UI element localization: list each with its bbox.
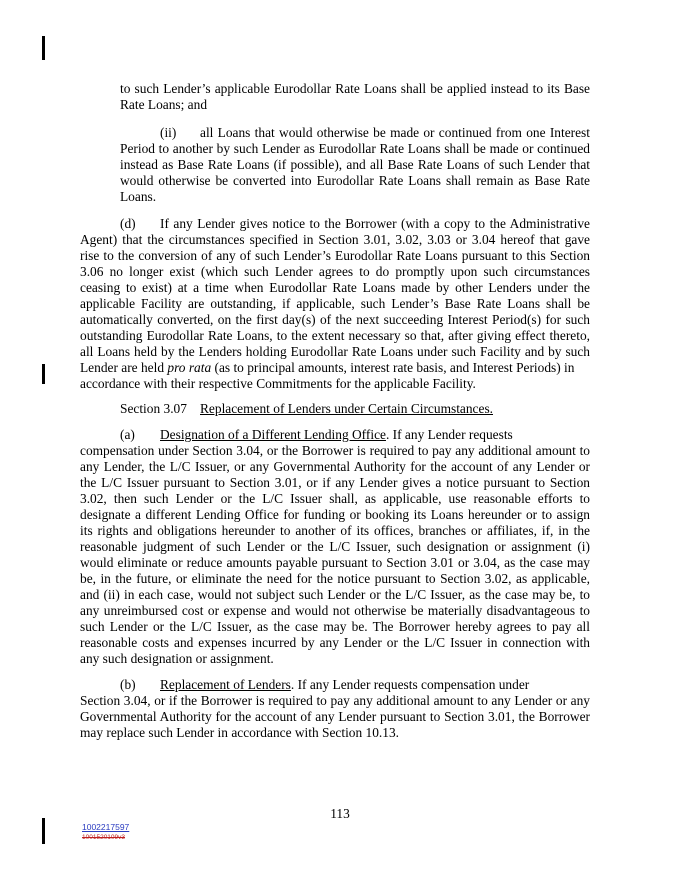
text-line: If any Lender gives notice to the Borrower (with a copy to the Administrative <box>160 216 590 231</box>
text-line: Loans. <box>120 189 157 204</box>
italic-term: pro rata <box>167 360 212 375</box>
section-title: Replacement of Lenders under Certain Circumstances. <box>200 401 493 416</box>
text-line <box>80 360 590 376</box>
text-run: . If any Lender requests compensation under <box>290 677 530 692</box>
document-id: 1002217597 <box>82 822 130 832</box>
text-line: automatically converted, on the first day(s) of the next succeeding Interest Period(s) for such <box>80 312 590 327</box>
revision-bar <box>42 36 45 60</box>
text-line: any unreimbursed cost or expense and would not otherwise be materially disadvantageous to <box>80 603 590 618</box>
text-line: designate a different Lending Office for funding or booking its Loans hereunder or to assign <box>80 507 590 522</box>
page-number: 113 <box>330 806 350 821</box>
text-line: may replace such Lender in accordance with Section 10.13. <box>80 725 400 740</box>
text-line: applicable Facility are outstanding, if applicable, such Lender’s Base Rate Loans shall be <box>80 296 590 311</box>
text-line: all Loans held by the Lenders holding Eurodollar Rate Loans under such Facility and by such <box>80 344 590 359</box>
text-line: the L/C Issuer pursuant to Section 3.01, or if any Lender gives a notice pursuant to Section <box>80 475 590 490</box>
text-line: any Lender, the L/C Issuer, or any Governmental Authority for the account of any Lender or <box>80 459 590 474</box>
clause-heading: Designation of a Different Lending Office <box>160 427 386 442</box>
text-line: instead as Base Rate Loans (if possible), and all Base Rate Loans of such Lender that <box>120 157 590 172</box>
text-line <box>160 427 590 443</box>
text-line: any such designation or assignment. <box>80 651 274 666</box>
text-line: to such Lender’s applicable Eurodollar Rate Loans shall be applied instead to its Base <box>120 81 590 96</box>
text-line <box>160 677 590 693</box>
text-run <box>80 360 574 376</box>
text-line: 3.06 no longer exist (which such Lender agrees to do promptly upon such circumstances <box>80 264 590 279</box>
text-line: Period to another by such Lender as Eurodollar Rate Loans shall be made or continued <box>120 141 590 156</box>
text-line: all Loans that would otherwise be made or continued from one Interest <box>200 125 590 140</box>
clause-label: (b) <box>120 677 136 692</box>
text-line: outstanding Eurodollar Rate Loans, to the extent necessary so that, after giving effect thereto, <box>80 328 590 343</box>
text-line: and (ii) in each case, would not subject such Lender or the L/C Issuer, as the case may be, to <box>80 587 590 602</box>
document-id-deleted: 1001520109v3 <box>82 834 126 841</box>
clause-label: (ii) <box>160 125 177 140</box>
text-line: such Lender or the L/C Issuer, as the case may be. The Borrower hereby agrees to pay all <box>80 619 590 634</box>
revision-bar <box>42 364 45 384</box>
text-line: reasonable judgment of such Lender or the L/C Issuer, such designation or assignment (i) <box>80 539 590 554</box>
text-run: (as to principal amounts, interest rate basis, and Interest Periods) in <box>211 360 575 375</box>
text-line: be, in the future, or eliminate the need for the notice pursuant to Section 3.02, as applicable, <box>80 571 590 586</box>
text-line: Rate Loans; and <box>120 97 208 112</box>
text-line: reasonable costs and expenses incurred by any Lender or the L/C Issuer in connection with <box>80 635 590 650</box>
text-line: 3.02, then such Lender or the L/C Issuer shall, as applicable, use reasonable efforts to <box>80 491 590 506</box>
text-line: Agent) that the circumstances specified in Section 3.01, 3.02, 3.03 or 3.04 hereof that gave <box>80 232 590 247</box>
text-line: would eliminate or reduce amounts payable pursuant to Section 3.01 or 3.04, as the case may <box>80 555 590 570</box>
clause-heading: Replacement of Lenders <box>160 677 291 692</box>
clause-label: (a) <box>120 427 135 442</box>
text-run: . If any Lender requests <box>385 427 513 442</box>
text-line: compensation under Section 3.04, or the Borrower is required to pay any additional amount to <box>80 443 590 458</box>
text-line: its rights and obligations hereunder to another of its offices, branches or affiliates, if, in the <box>80 523 590 538</box>
text-run: Lender are held <box>80 360 168 375</box>
text-line: would otherwise be converted into Eurodollar Rate Loans shall remain as Base Rate <box>120 173 590 188</box>
text-line: rise to the conversion of any of such Lender’s Eurodollar Rate Loans pursuant to this Section <box>80 248 590 263</box>
clause-label: (d) <box>120 216 136 231</box>
text-line: Governmental Authority for the account of any Lender pursuant to Section 3.01, the Borrower <box>80 709 590 724</box>
text-line: ceasing to exist) at a time when Eurodollar Rate Loans made by other Lenders under the <box>80 280 590 295</box>
text-line: accordance with their respective Commitments for the applicable Facility. <box>80 376 476 391</box>
section-number: Section 3.07 <box>120 401 187 416</box>
text-line: Section 3.04, or if the Borrower is required to pay any additional amount to any Lender or any <box>80 693 590 708</box>
